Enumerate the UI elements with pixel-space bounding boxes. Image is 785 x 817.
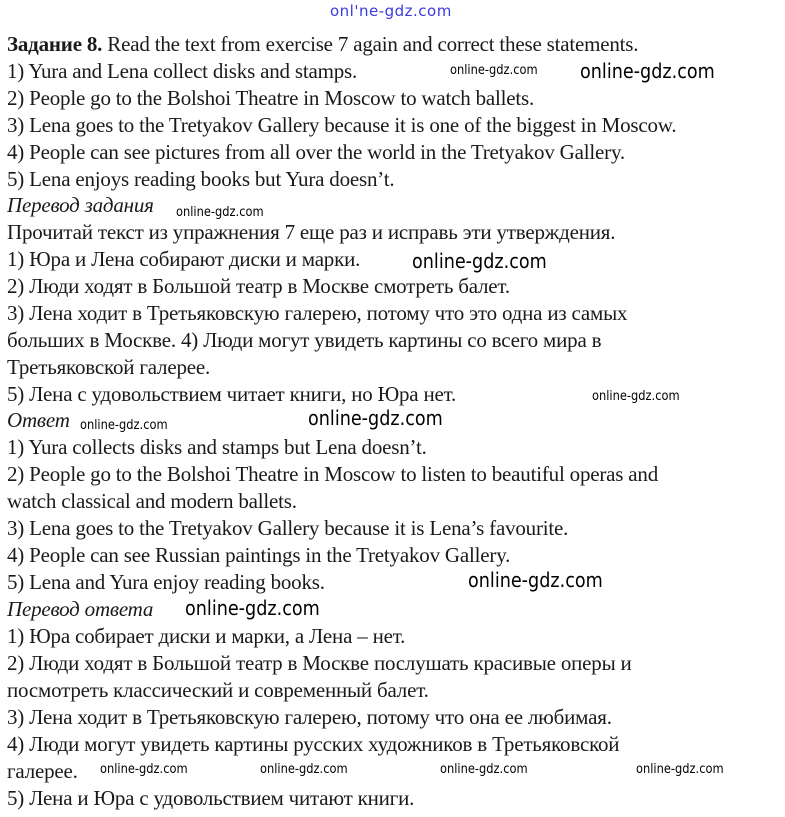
translation-line: 5) Лена с удовольствием читает книги, но Юра нет. xyxy=(7,382,457,406)
statement: 5) Lena enjoys reading books but Yura doesn’t. xyxy=(7,167,395,191)
statement: 4) People can see pictures from all over the world in the Tretyakov Gallery. xyxy=(7,140,625,164)
task-instruction: Read the text from exercise 7 again and correct these statements. xyxy=(107,32,639,56)
header-watermark: onl'ne-gdz.com xyxy=(330,2,452,20)
watermark: online-gdz.com xyxy=(440,762,528,777)
watermark: online-gdz.com xyxy=(592,389,680,404)
answer-translation-line: галерее. xyxy=(7,759,78,783)
answer-line: watch classical and modern ballets. xyxy=(7,489,297,513)
watermark: online-gdz.com xyxy=(468,568,603,592)
answer-translation-line: посмотреть классический и современный балет. xyxy=(7,678,429,702)
answer-translation-line: 2) Люди ходят в Большой театр в Москве послушать красивые оперы и xyxy=(7,651,632,675)
task-translation-instruction: Прочитай текст из упражнения 7 еще раз и исправь эти утверждения. xyxy=(7,220,616,244)
answer-translation-heading: Перевод ответа xyxy=(7,597,154,621)
watermark: online-gdz.com xyxy=(308,406,443,430)
translation-line: 2) Люди ходят в Большой театр в Москве смотреть балет. xyxy=(7,274,510,298)
answer-line: 2) People go to the Bolshoi Theatre in Moscow to listen to beautiful operas and xyxy=(7,462,659,486)
translation-line: 3) Лена ходит в Третьяковскую галерею, потому что это одна из самых xyxy=(7,301,628,325)
watermark: online-gdz.com xyxy=(80,418,168,433)
translation-line: больших в Москве. 4) Люди могут увидеть картины со всего мира в xyxy=(7,328,602,352)
watermark: online-gdz.com xyxy=(412,249,547,273)
statement: 3) Lena goes to the Tretyakov Gallery because it is one of the biggest in Moscow. xyxy=(7,113,677,137)
answer-translation-line: 3) Лена ходит в Третьяковскую галерею, потому что она ее любимая. xyxy=(7,705,612,729)
answer-line: 5) Lena and Yura enjoy reading books. xyxy=(7,570,325,594)
translation-line: 1) Юра и Лена собирают диски и марки. xyxy=(7,247,361,271)
watermark: online-gdz.com xyxy=(450,63,538,78)
watermark: online-gdz.com xyxy=(636,762,724,777)
watermark: online-gdz.com xyxy=(260,762,348,777)
answer-translation-line: 4) Люди могут увидеть картины русских художников в Третьяковской xyxy=(7,732,620,756)
statement: 1) Yura and Lena collect disks and stamps. xyxy=(7,59,358,83)
answer-translation-line: 5) Лена и Юра с удовольствием читают книги. xyxy=(7,786,415,810)
task-translation-heading: Перевод задания xyxy=(7,193,154,217)
watermark: online-gdz.com xyxy=(100,762,188,777)
task-heading xyxy=(7,32,638,56)
watermark: online-gdz.com xyxy=(580,59,715,83)
translation-line: Третьяковской галерее. xyxy=(7,355,211,379)
task-label: Задание 8. xyxy=(7,32,103,56)
answer-heading: Ответ xyxy=(7,408,70,432)
answer-line: 4) People can see Russian paintings in the Tretyakov Gallery. xyxy=(7,543,511,567)
answer-translation-line: 1) Юра собирает диски и марки, а Лена – нет. xyxy=(7,624,406,648)
statement: 2) People go to the Bolshoi Theatre in Moscow to watch ballets. xyxy=(7,86,535,110)
watermark: online-gdz.com xyxy=(176,205,264,220)
answer-line: 1) Yura collects disks and stamps but Lena doesn’t. xyxy=(7,435,427,459)
watermark: online-gdz.com xyxy=(185,596,320,620)
answer-line: 3) Lena goes to the Tretyakov Gallery because it is Lena’s favourite. xyxy=(7,516,569,540)
